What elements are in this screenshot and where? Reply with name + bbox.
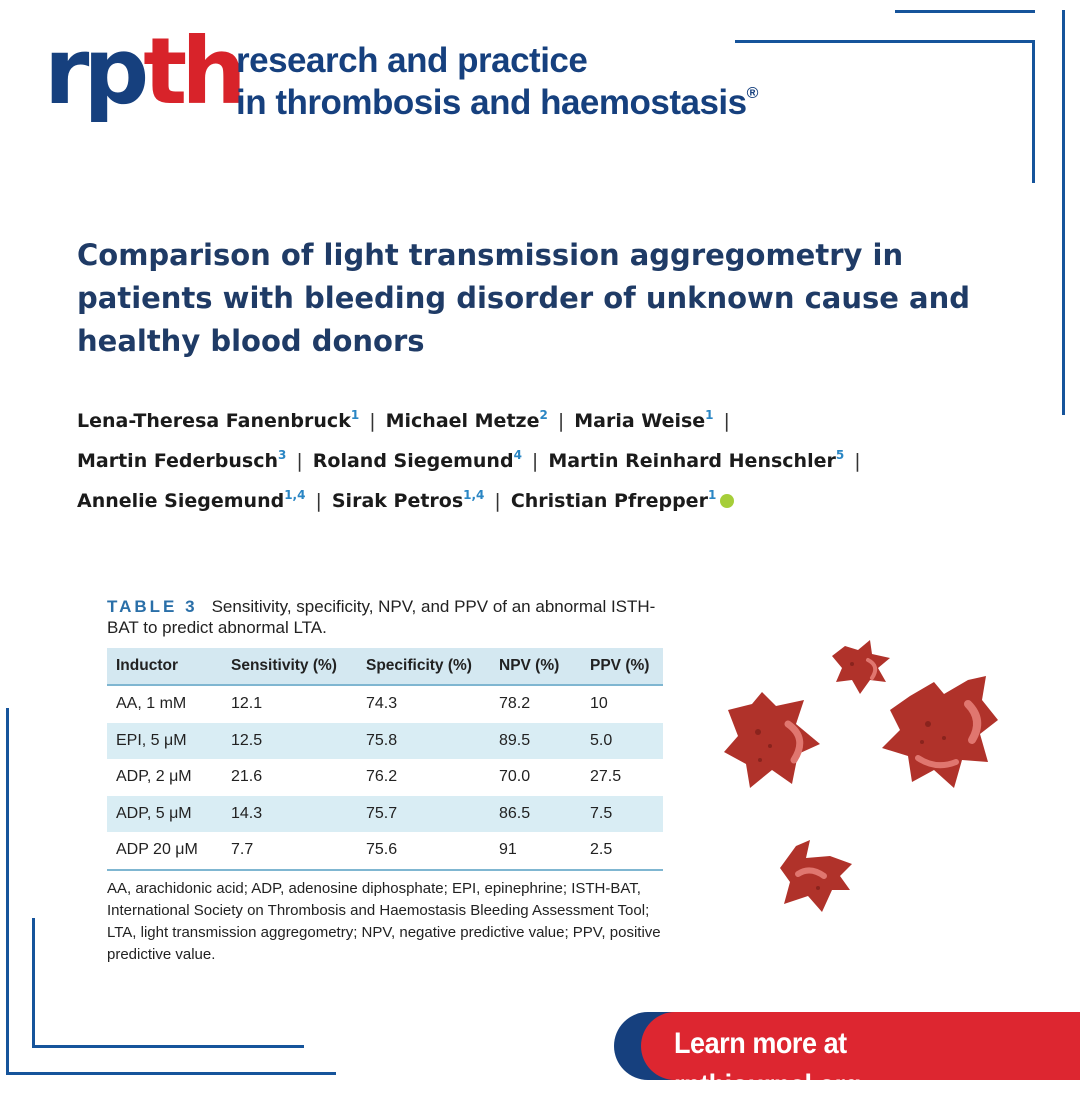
platelet-small-top bbox=[832, 640, 890, 694]
header-sensitivity: Sensitivity (%) bbox=[222, 648, 357, 685]
table-cell: 12.5 bbox=[222, 723, 357, 760]
table-cell: 78.2 bbox=[499, 695, 531, 713]
table-header-row bbox=[107, 648, 663, 685]
table-row bbox=[107, 723, 663, 760]
header-inductor: Inductor bbox=[107, 648, 222, 685]
frame-line-top-inner bbox=[735, 40, 1035, 43]
table-row bbox=[107, 685, 663, 723]
table-cell: 89.5 bbox=[490, 723, 581, 760]
author-list: Lena-Theresa Fanenbruck$^1$ | Michael Metze$^2$ | Maria Weise$^1$ | Martin Federbusch$^3$ | Roland Siegemund$^4$ | Martin Reinhard Henschler$^5$ | Annelie Siegemund$^{1,4}$ | Sirak Petros$^{1,4}$ | Christian Pfrepper$^1$ bbox=[77, 408, 861, 512]
author: Martin Federbusch$^3$ bbox=[77, 448, 287, 472]
table-cell: 10 bbox=[590, 695, 608, 713]
platelet-bottom bbox=[780, 840, 852, 912]
table-cell: ADP 20 μM bbox=[107, 832, 222, 870]
journal-name bbox=[236, 41, 758, 122]
author: Martin Reinhard Henschler$^5$ bbox=[548, 448, 845, 472]
journal-name-line1: research and practice bbox=[236, 41, 588, 80]
data-table bbox=[107, 648, 663, 871]
frame-line-left-inner bbox=[32, 918, 35, 1048]
table-cell: 75.7 bbox=[357, 796, 490, 833]
table-row bbox=[107, 796, 663, 833]
table-cell: 12.1 bbox=[231, 695, 263, 713]
frame-line-left-outer bbox=[6, 708, 9, 1074]
table-cell: 86.5 bbox=[490, 796, 581, 833]
platelet-right bbox=[882, 676, 998, 788]
table-cell: 2.5 bbox=[581, 832, 663, 870]
table-cell: AA, 1 mM bbox=[116, 695, 187, 713]
table-footnote: AA, arachidonic acid; ADP, adenosine diphosphate; EPI, epinephrine; ISTH-BAT, International Society on Thrombosis and Haemostasis Bleeding Assessment Tool; LTA, light transmission aggregometry; NPV, negative predictive value; PPV, positive predictive value. bbox=[107, 880, 661, 963]
author: Michael Metze$^2$ bbox=[385, 408, 548, 432]
frame-line-right-outer bbox=[1062, 10, 1065, 415]
cta-link[interactable]: Learn more at rpthjournal.org bbox=[674, 1027, 861, 1102]
table-cell: ADP, 5 μM bbox=[107, 796, 222, 833]
header-npv: NPV (%) bbox=[490, 648, 581, 685]
table-label: TABLE 3 bbox=[107, 597, 198, 616]
table-cell: 91 bbox=[490, 832, 581, 870]
table-cell: 76.2 bbox=[366, 768, 398, 786]
table-cell: 21.6 bbox=[231, 768, 263, 786]
orcid-icon[interactable] bbox=[720, 494, 734, 508]
platelet-illustration bbox=[700, 620, 1030, 940]
table-cell: 7.5 bbox=[581, 796, 663, 833]
rpth-logo: rpth bbox=[44, 18, 241, 125]
header-specificity: Specificity (%) bbox=[357, 648, 490, 685]
table-row bbox=[107, 759, 663, 796]
table-caption-text: Sensitivity, specificity, NPV, and PPV of an abnormal ISTH-BAT to predict abnormal LTA. bbox=[107, 597, 656, 637]
frame-line-bottom-outer bbox=[6, 1072, 336, 1075]
author: Annelie Siegemund$^{1,4}$ bbox=[77, 488, 306, 512]
table-cell: EPI, 5 μM bbox=[107, 723, 222, 760]
frame-line-right-inner bbox=[1032, 40, 1035, 183]
author: Christian Pfrepper$^1$ bbox=[510, 488, 717, 512]
platelet-left bbox=[724, 692, 820, 788]
table-cell: 75.6 bbox=[357, 832, 490, 870]
author: Maria Weise$^1$ bbox=[574, 408, 714, 432]
table-cell: 70.0 bbox=[499, 768, 531, 786]
journal-name-line2: in thrombosis and haemostasis® bbox=[236, 83, 758, 122]
frame-line-bottom-inner bbox=[32, 1045, 304, 1048]
frame-line-top bbox=[895, 10, 1035, 13]
header-ppv: PPV (%) bbox=[581, 648, 663, 685]
table-cell: ADP, 2 μM bbox=[116, 768, 192, 786]
author: Lena-Theresa Fanenbruck$^1$ bbox=[77, 408, 360, 432]
table-cell: 27.5 bbox=[590, 768, 622, 786]
table-cell: 5.0 bbox=[581, 723, 663, 760]
table-cell: 75.8 bbox=[357, 723, 490, 760]
article-title: Comparison of light transmission aggregometry in patients with bleeding disorder of unknown cause and healthy blood donors bbox=[77, 238, 970, 358]
table-cell: 7.7 bbox=[222, 832, 357, 870]
table-cell: 74.3 bbox=[366, 695, 398, 713]
table-caption bbox=[107, 596, 667, 638]
author: Roland Siegemund$^4$ bbox=[312, 448, 522, 472]
author: Sirak Petros$^{1,4}$ bbox=[331, 488, 485, 512]
table-cell: 14.3 bbox=[222, 796, 357, 833]
table-row bbox=[107, 832, 663, 870]
